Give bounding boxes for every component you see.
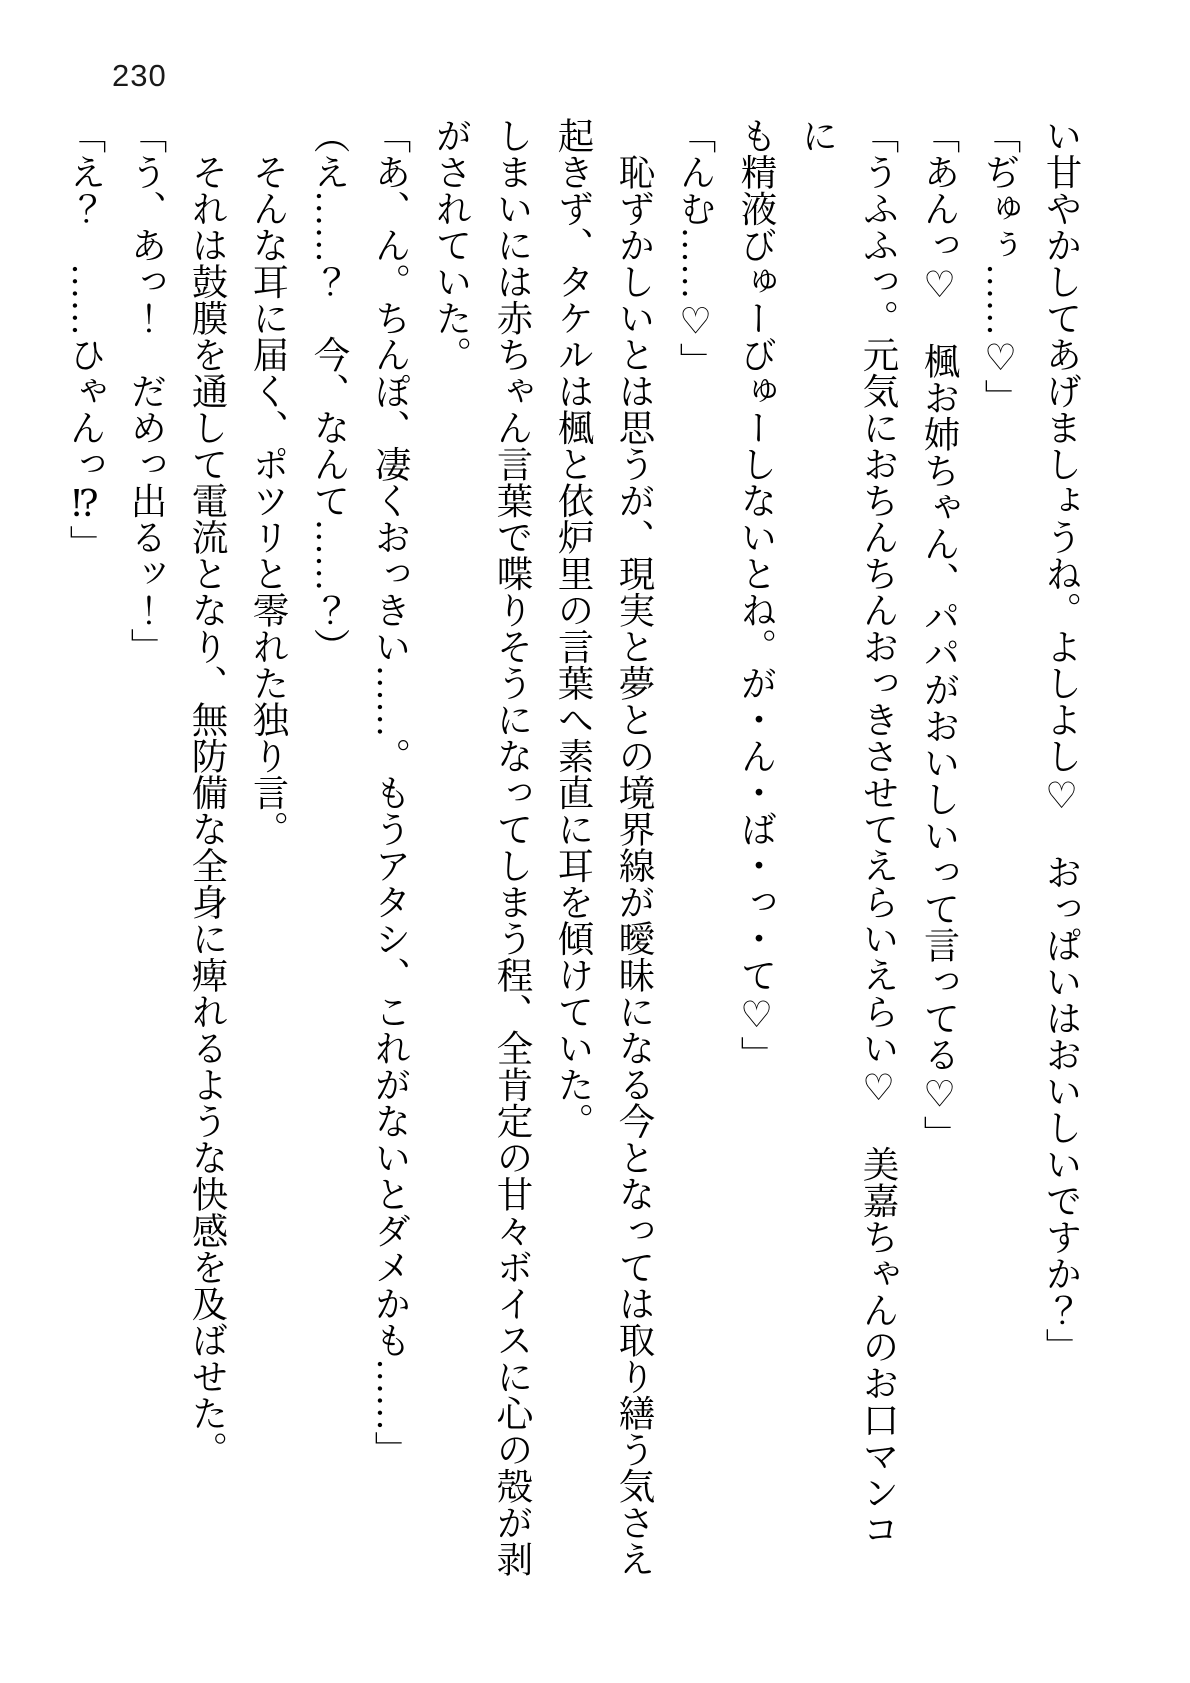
text-line: 「うふふっ。元気におちんちんおっきさせてえらいえらい♡ 美嘉ちゃんのお口マンコに bbox=[797, 117, 899, 1547]
text-line: も精液びゅーびゅーしないとね。が・ん・ば・っ・て♡」 bbox=[736, 117, 777, 1073]
text-line: （え……？ 今、なんて……？） bbox=[309, 117, 350, 665]
text-line: 「う、あっ！ だめっ出るッ！」 bbox=[126, 117, 167, 665]
text-line: 「あんっ♡ 楓お姉ちゃん、パパがおいしいって言ってる♡」 bbox=[919, 117, 960, 1152]
text-line: 「え？ ……ひゃんっ⁉」 bbox=[65, 117, 106, 562]
text-line: い甘やかしてあげましょうね。よしよし♡ おっぱいはおいしいですか？」 bbox=[1041, 117, 1082, 1365]
text-line: しまいには赤ちゃん言葉で喋りそうになってしまう程、全肯定の甘々ボイスに心の殻が剥 bbox=[492, 117, 533, 1577]
text-line: 「んむ……♡」 bbox=[675, 117, 716, 379]
text-line: 「ぢゅぅ……♡」 bbox=[980, 117, 1021, 416]
text-line: それは鼓膜を通して電流となり、無防備な全身に痺れるような快感を及ばせた。 bbox=[187, 117, 228, 1468]
page-number: 230 bbox=[112, 58, 167, 93]
text-line: 起きず、タケルは楓と依炉里の言葉へ素直に耳を傾けていた。 bbox=[553, 117, 594, 1139]
text-line: がされていた。 bbox=[431, 117, 472, 373]
text-line: 恥ずかしいとは思うが、現実と夢との境界線が曖昧になる今となっては取り繕う気さえ bbox=[614, 117, 655, 1577]
text-line: 「あ、ん。ちんぽ、凄くおっきい……。もうアタシ、これがないとダメかも……」 bbox=[370, 117, 411, 1468]
body-text bbox=[65, 117, 1092, 1582]
text-line: そんな耳に届く、ポツリと零れた独り言。 bbox=[248, 117, 289, 847]
